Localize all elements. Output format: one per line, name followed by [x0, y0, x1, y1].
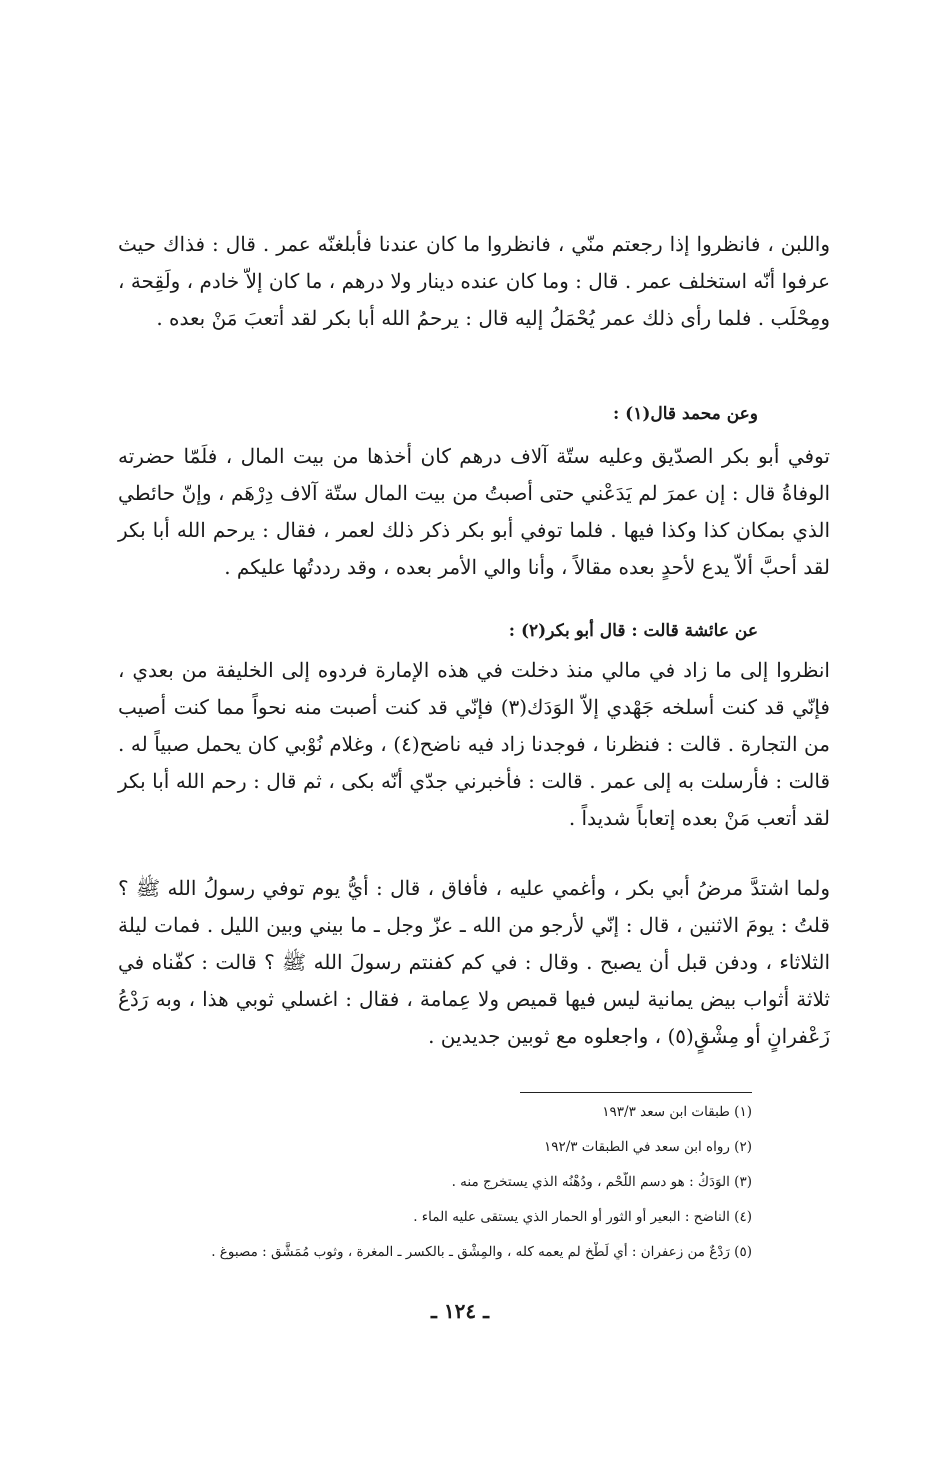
page-number: ـ ١٢٤ ـ	[431, 1299, 489, 1323]
paragraph-3: انظروا إلى ما زاد في مالي منذ دخلت في هذه الإمارة فردوه إلى الخليفة من بعدي ، فإنّي قد كنت أسلخه جَهْدي إلاّ الوَدَك(٣) فإنّي قد كنت أصبت منه نحواً مما كنت أصيب من التجارة . قالت : فنظرنا ، فوجدنا زاد فيه ناضح(٤) ، وغلام نُوْبي كان يحمل صبياً له . قالت : فأرسلت به إلى عمر . قالت : فأخبرني جدّي أنّه بكى ، ثم قال : رحم الله أبا بكر لقد أتعب مَنْ بعده إتعاباً شديداً .	[118, 658, 830, 830]
footnote-5: (٥) رَدْعٌ من زعفران : أي لَطْخ لم يعمه كله ، والمِشْق ـ بالكسر ـ المغرة ، وثوب مُمَشَّق : مصبوغ .	[211, 1244, 752, 1260]
section-heading-1: وعن محمد قال(١) :	[612, 404, 758, 424]
paragraph-1: واللبن ، فانظروا إذا رجعتم منّي ، فانظروا ما كان عندنا فأبلغنّه عمر . قال : فذاك حيث عرفوا أنّه استخلف عمر . قال : وما كان عنده دينار ولا درهم ، ما كان إلاّ خادم ، ولَقِحة ، ومِحْلَب . فلما رأى ذلك عمر يُحْمَلُ إليه قال : يرحمُ الله أبا بكر لقد أتعبَ مَنْ بعده .	[118, 232, 830, 330]
footnote-1: (١) طبقات ابن سعد ١٩٣/٣	[602, 1104, 752, 1120]
paragraph-4: ولما اشتدَّ مرضُ أبي بكر ، وأغمي عليه ، فأفاق ، قال : أيُّ يوم توفي رسولُ الله ﷺ ؟ قلتُ : يومَ الاثنين ، قال : إنّي لأرجو من الله ـ عزّ وجل ـ ما بيني وبين الليل . فمات ليلة الثلاثاء ، ودفن قبل أن يصبح . وقال : في كم كفنتم رسولَ الله ﷺ ؟ قالت : كفّناه في ثلاثة أثواب بيض يمانية ليس فيها قميص ولا عِمامة ، فقال : اغسلي ثوبي هذا ، وبه رَدْعُ زَعْفرانٍ أو مِشْقٍ(٥) ، واجعلوه مع ثوبين جديدين .	[118, 876, 830, 1048]
paragraph-2: توفي أبو بكر الصدّيق وعليه ستّة آلاف درهم كان أخذها من بيت المال ، فلَمّا حضرته الوفاةُ قال : إن عمرَ لم يَدَعْني حتى أصبتُ من بيت المال ستّة آلاف دِرْهَم ، وإنّ حائطي الذي بمكان كذا وكذا فيها . فلما توفي أبو بكر ذكر ذلك لعمر ، فقال : يرحم الله أبا بكر لقد أحبَّ ألاّ يدع لأحدٍ بعده مقالاً ، وأنا والي الأمر بعده ، وقد رددتُها عليكم .	[118, 444, 830, 579]
footnote-4: (٤) الناضح : البعير أو الثور أو الحمار الذي يستقى عليه الماء .	[413, 1209, 752, 1225]
footnote-2: (٢) رواه ابن سعد في الطبقات ١٩٢/٣	[543, 1139, 752, 1155]
footnote-divider	[520, 1092, 752, 1093]
footnote-3: (٣) الوَدَكُ : هو دسم اللَّحْم ، ودُهْنُه الذي يستخرج منه .	[451, 1174, 752, 1190]
section-heading-2: عن عائشة قالت : قال أبو بكر(٢) :	[508, 621, 758, 641]
